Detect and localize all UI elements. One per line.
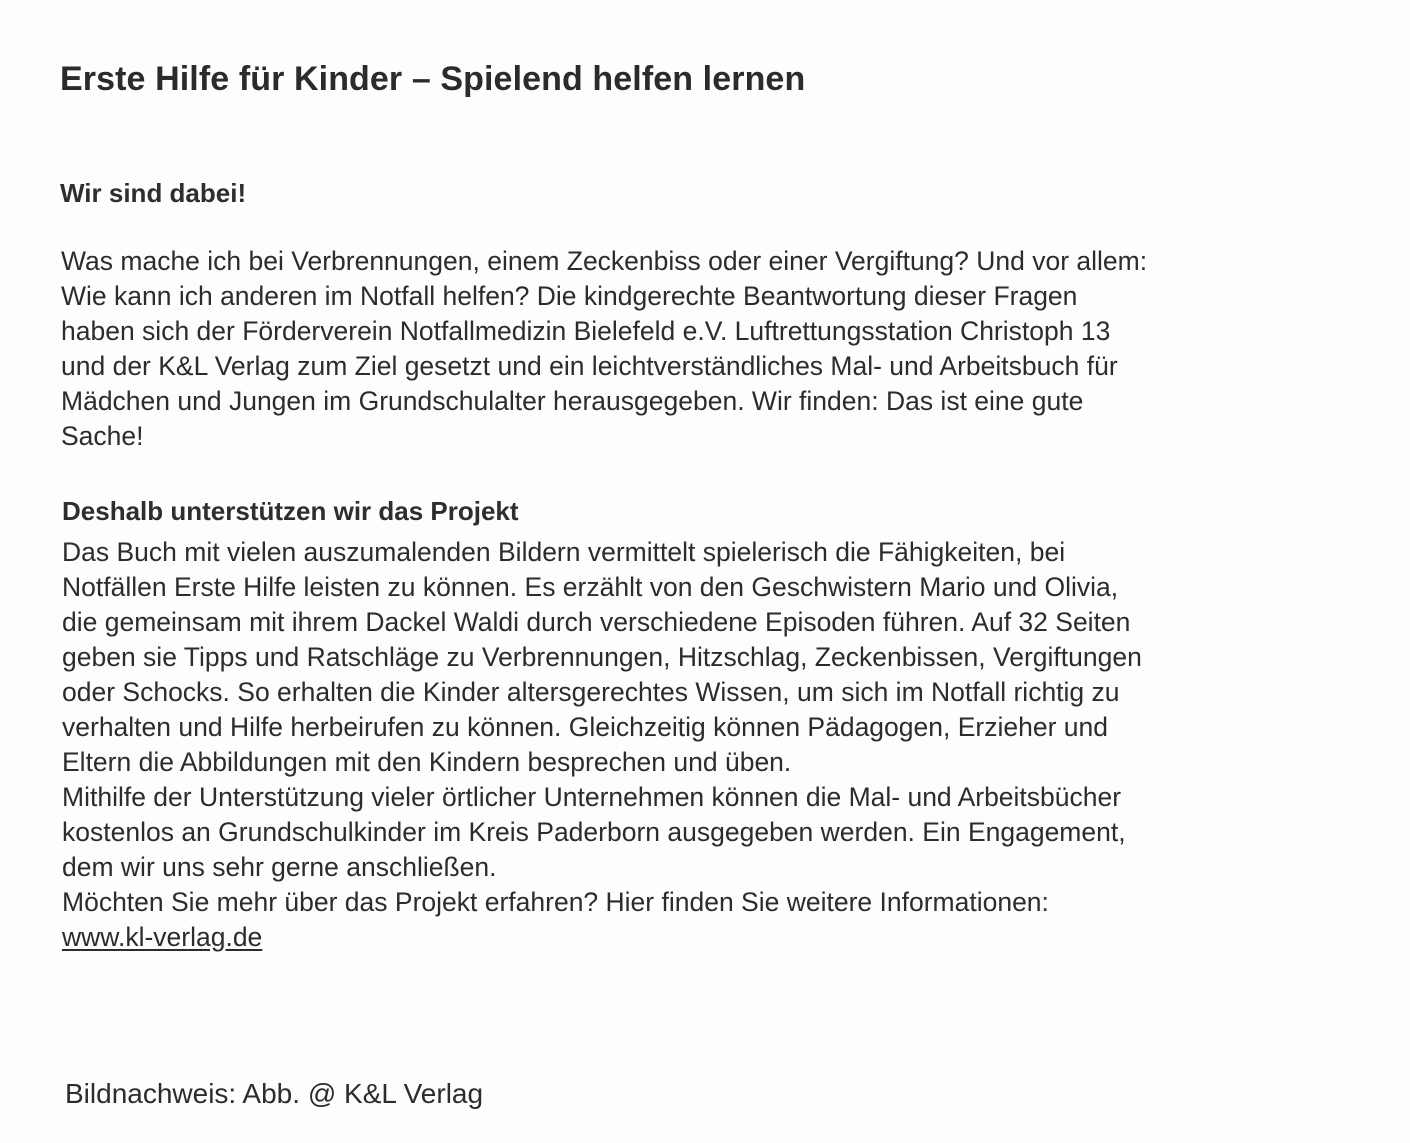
- paragraph-line: verhalten und Hilfe herbeirufen zu können. Gleichzeitig können Pädagogen, Erzieher und: [62, 712, 1108, 742]
- paragraph-line: Möchten Sie mehr über das Projekt erfahren? Hier finden Sie weitere Informationen:: [62, 887, 1049, 917]
- paragraph-line: die gemeinsam mit ihrem Dackel Waldi durch verschiedene Episoden führen. Auf 32 Seiten: [62, 607, 1131, 637]
- kl-verlag-link[interactable]: www.kl-verlag.de: [62, 922, 263, 952]
- paragraph-line: und der K&L Verlag zum Ziel gesetzt und ein leichtverständliches Mal- und Arbeitsbuch für: [61, 351, 1118, 381]
- paragraph-line: oder Schocks. So erhalten die Kinder altersgerechtes Wissen, um sich im Notfall richtig zu: [62, 677, 1120, 707]
- section-heading-wir-sind-dabei: Wir sind dabei!: [60, 178, 247, 208]
- paragraph-line: Mithilfe der Unterstützung vieler örtlicher Unternehmen können die Mal- und Arbeitsbücher: [62, 782, 1122, 812]
- paragraph-line: Was mache ich bei Verbrennungen, einem Zeckenbiss oder einer Vergiftung? Und vor allem:: [61, 246, 1148, 276]
- image-credit: Bildnachweis: Abb. @ K&L Verlag: [65, 1078, 484, 1109]
- paragraph-line: Eltern die Abbildungen mit den Kindern besprechen und üben.: [62, 747, 792, 777]
- section1-paragraph: [61, 244, 1361, 454]
- paragraph-line: Sache!: [61, 421, 144, 451]
- section2-paragraph: [62, 535, 1362, 955]
- paragraph-line: Das Buch mit vielen auszumalenden Bildern vermittelt spielerisch die Fähigkeiten, bei: [62, 537, 1066, 567]
- paragraph-line: Notfällen Erste Hilfe leisten zu können. Es erzählt von den Geschwistern Mario und Olivia,: [62, 572, 1119, 602]
- paragraph-line: kostenlos an Grundschulkinder im Kreis Paderborn ausgegeben werden. Ein Engagement,: [62, 817, 1126, 847]
- section-heading-projekt: Deshalb unterstützen wir das Projekt: [62, 496, 519, 526]
- document-title: Erste Hilfe für Kinder – Spielend helfen lernen: [60, 60, 806, 98]
- paragraph-line: Wie kann ich anderen im Notfall helfen? Die kindgerechte Beantwortung dieser Fragen: [61, 281, 1078, 311]
- paragraph-line: haben sich der Förderverein Notfallmedizin Bielefeld e.V. Luftrettungsstation Christoph 13: [61, 316, 1111, 346]
- paragraph-line: dem wir uns sehr gerne anschließen.: [62, 852, 497, 882]
- paragraph-line: Mädchen und Jungen im Grundschulalter herausgegeben. Wir finden: Das ist eine gute: [61, 386, 1084, 416]
- link-line: [62, 920, 1362, 955]
- paragraph-line: geben sie Tipps und Ratschläge zu Verbrennungen, Hitzschlag, Zeckenbissen, Vergiftungen: [62, 642, 1142, 672]
